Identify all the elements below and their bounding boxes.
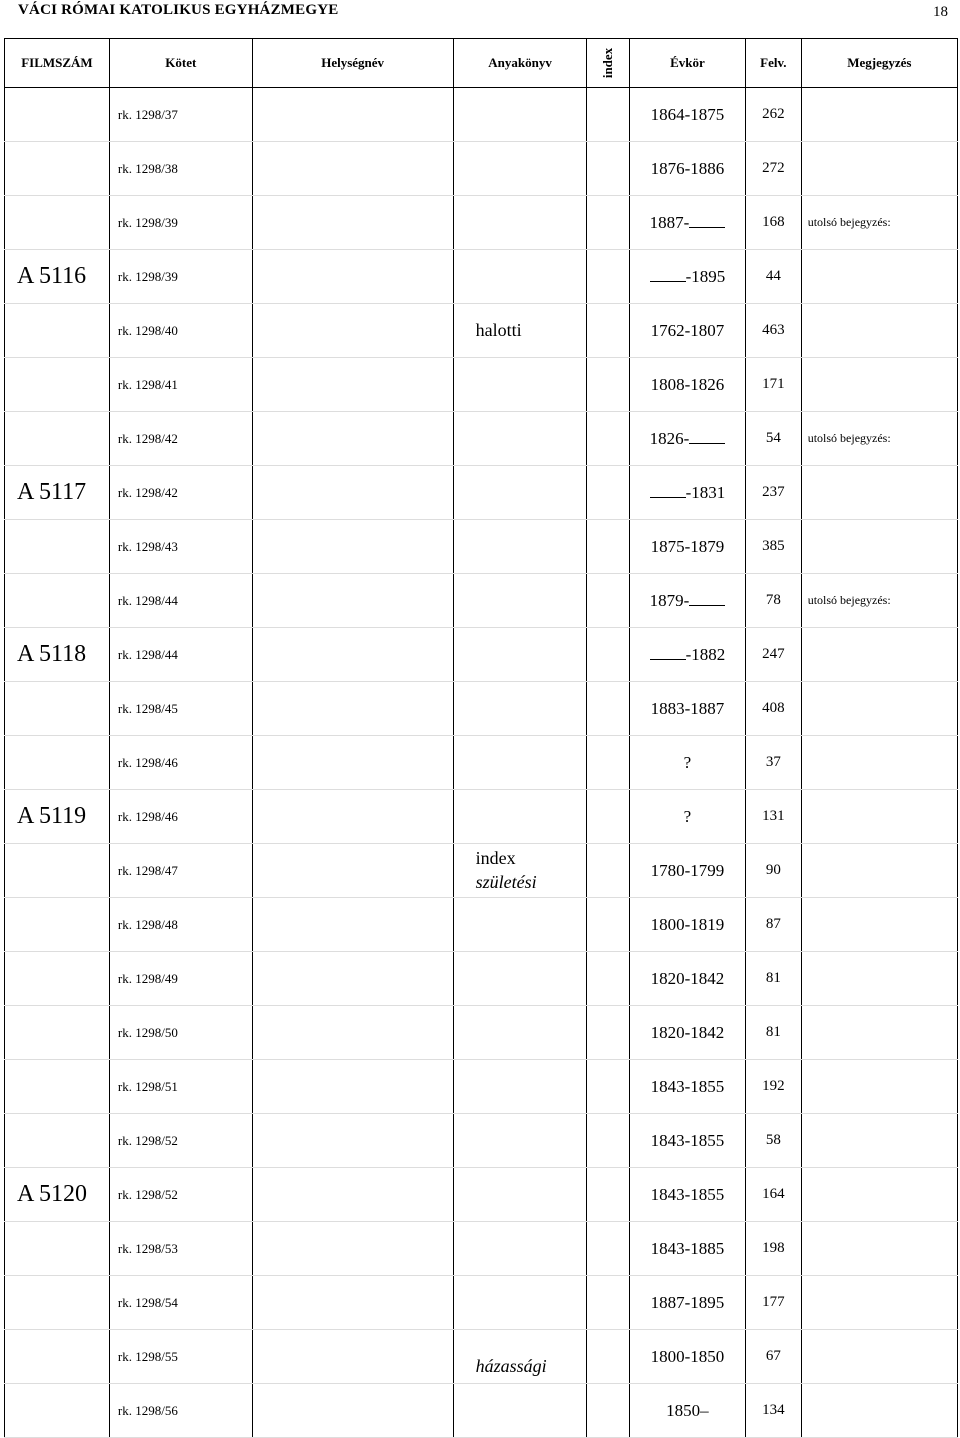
- page-number: 18: [933, 4, 948, 20]
- year-range-cell: [629, 1384, 745, 1438]
- note-cell: [801, 520, 957, 574]
- year-range-cell: [629, 142, 745, 196]
- frames-cell: 131: [745, 790, 801, 844]
- col-helysegnev: Helységnév: [252, 39, 453, 88]
- year-range-cell: [629, 1222, 745, 1276]
- year-range-cell: [629, 1276, 745, 1330]
- volume-cell: rk. 1298/55: [109, 1330, 252, 1384]
- volume-cell: rk. 1298/39: [109, 250, 252, 304]
- index-cell: [587, 736, 629, 790]
- place-cell: [252, 1222, 453, 1276]
- film-number-cell: [5, 736, 110, 790]
- volume-cell: rk. 1298/39: [109, 196, 252, 250]
- table-row: [5, 466, 958, 520]
- year-range-cell: [629, 358, 745, 412]
- col-filmszam: FILMSZÁM: [5, 39, 110, 88]
- film-number-cell: [5, 1222, 110, 1276]
- register-subtype-label: házassági: [475, 1356, 547, 1376]
- table-row: [5, 844, 958, 898]
- year-range-text: ?: [683, 752, 692, 772]
- register-type-cell: [453, 736, 587, 790]
- table-body: [5, 88, 958, 1438]
- note-cell: [801, 628, 957, 682]
- place-cell: [252, 844, 453, 898]
- table-row: [5, 1276, 958, 1330]
- register-type-cell: [453, 250, 587, 304]
- film-number-cell: [5, 142, 110, 196]
- table-row: [5, 574, 958, 628]
- volume-cell: rk. 1298/38: [109, 142, 252, 196]
- year-range-text: 1843-1855: [650, 1076, 725, 1096]
- place-cell: [252, 1060, 453, 1114]
- volume-cell: rk. 1298/44: [109, 628, 252, 682]
- volume-cell: rk. 1298/53: [109, 1222, 252, 1276]
- frames-cell: 408: [745, 682, 801, 736]
- index-cell: [587, 628, 629, 682]
- table-row: [5, 628, 958, 682]
- place-cell: [252, 88, 453, 142]
- frames-cell: 463: [745, 304, 801, 358]
- volume-cell: rk. 1298/48: [109, 898, 252, 952]
- register-subtype-label: születési: [475, 871, 537, 892]
- volume-cell: rk. 1298/51: [109, 1060, 252, 1114]
- film-number-cell: [5, 1276, 110, 1330]
- place-cell: [252, 1006, 453, 1060]
- register-type-cell: [453, 1060, 587, 1114]
- table-row: [5, 1168, 958, 1222]
- film-register-table: [4, 38, 958, 1438]
- table-row: [5, 1330, 958, 1384]
- index-cell: [587, 952, 629, 1006]
- register-type-label: index: [475, 848, 516, 869]
- year-range-cell: [629, 898, 745, 952]
- register-type-cell: [453, 574, 587, 628]
- index-cell: [587, 88, 629, 142]
- film-number-cell: [5, 1006, 110, 1060]
- year-range-text: ?: [683, 806, 692, 826]
- register-type-cell: [453, 142, 587, 196]
- register-type-cell: [453, 1330, 587, 1384]
- place-cell: [252, 520, 453, 574]
- place-cell: [252, 196, 453, 250]
- film-number-cell: [5, 412, 110, 466]
- note-cell: [801, 736, 957, 790]
- year-range-text: 1864-1875: [650, 104, 725, 124]
- volume-cell: rk. 1298/46: [109, 790, 252, 844]
- volume-cell: rk. 1298/40: [109, 304, 252, 358]
- note-cell: [801, 682, 957, 736]
- frames-cell: 237: [745, 466, 801, 520]
- index-cell: [587, 790, 629, 844]
- year-range-text: 1820-1842: [650, 968, 725, 988]
- year-range-text: 1808-1826: [650, 374, 725, 394]
- index-cell: [587, 466, 629, 520]
- year-range-text: 1800-1850: [650, 1346, 725, 1366]
- table-row: [5, 304, 958, 358]
- frames-cell: 90: [745, 844, 801, 898]
- volume-cell: rk. 1298/37: [109, 88, 252, 142]
- film-number-cell: [5, 1330, 110, 1384]
- place-cell: [252, 898, 453, 952]
- year-range-text: 1887-1895: [650, 1292, 725, 1312]
- index-cell: [587, 574, 629, 628]
- index-cell: [587, 520, 629, 574]
- film-number-cell: [5, 952, 110, 1006]
- volume-cell: rk. 1298/47: [109, 844, 252, 898]
- note-cell: [801, 358, 957, 412]
- frames-cell: 385: [745, 520, 801, 574]
- register-type-cell: [453, 412, 587, 466]
- place-cell: [252, 1114, 453, 1168]
- film-number-cell: A 5118: [5, 628, 110, 682]
- year-range-text: -1882: [685, 644, 726, 664]
- film-number-cell: [5, 358, 110, 412]
- frames-cell: 78: [745, 574, 801, 628]
- place-cell: [252, 682, 453, 736]
- year-range-text: 1762-1807: [650, 320, 725, 340]
- frames-cell: 87: [745, 898, 801, 952]
- volume-cell: rk. 1298/41: [109, 358, 252, 412]
- volume-cell: rk. 1298/46: [109, 736, 252, 790]
- year-range-cell: [629, 1330, 745, 1384]
- note-cell: [801, 1384, 957, 1438]
- film-number-cell: A 5117: [5, 466, 110, 520]
- index-cell: [587, 1330, 629, 1384]
- frames-cell: 171: [745, 358, 801, 412]
- note-cell: [801, 250, 957, 304]
- frames-cell: 54: [745, 412, 801, 466]
- film-number-cell: A 5120: [5, 1168, 110, 1222]
- year-range-cell: [629, 628, 745, 682]
- frames-cell: 134: [745, 1384, 801, 1438]
- year-range-cell: [629, 844, 745, 898]
- register-type-cell: [453, 682, 587, 736]
- frames-cell: 164: [745, 1168, 801, 1222]
- film-number-cell: [5, 574, 110, 628]
- index-cell: [587, 196, 629, 250]
- film-number-cell: [5, 1384, 110, 1438]
- note-cell: [801, 142, 957, 196]
- year-range-text: 1820-1842: [650, 1022, 725, 1042]
- year-range-text: -1895: [685, 266, 726, 286]
- index-cell: [587, 142, 629, 196]
- col-index: [587, 39, 629, 88]
- note-cell: utolsó bejegyzés:: [801, 196, 957, 250]
- index-cell: [587, 844, 629, 898]
- frames-cell: 81: [745, 952, 801, 1006]
- volume-cell: rk. 1298/50: [109, 1006, 252, 1060]
- frames-cell: 192: [745, 1060, 801, 1114]
- place-cell: [252, 952, 453, 1006]
- film-number-cell: [5, 304, 110, 358]
- index-cell: [587, 1222, 629, 1276]
- place-cell: [252, 1330, 453, 1384]
- blank-underline: [689, 226, 725, 228]
- register-type-cell: [453, 88, 587, 142]
- register-type-cell: [453, 1384, 587, 1438]
- place-cell: [252, 466, 453, 520]
- table-header-row: [5, 39, 958, 88]
- register-type-cell: [453, 196, 587, 250]
- volume-cell: rk. 1298/44: [109, 574, 252, 628]
- table-row: [5, 682, 958, 736]
- year-range-text: -1831: [685, 482, 726, 502]
- year-range-cell: [629, 304, 745, 358]
- year-range-cell: [629, 88, 745, 142]
- blank-underline: [689, 604, 725, 606]
- year-range-cell: [629, 520, 745, 574]
- volume-cell: rk. 1298/42: [109, 466, 252, 520]
- frames-cell: 168: [745, 196, 801, 250]
- year-range-cell: [629, 1114, 745, 1168]
- year-range-text: 1843-1855: [650, 1184, 725, 1204]
- film-number-cell: [5, 88, 110, 142]
- register-type-cell: [453, 1276, 587, 1330]
- frames-cell: 81: [745, 1006, 801, 1060]
- film-number-cell: [5, 844, 110, 898]
- frames-cell: 247: [745, 628, 801, 682]
- index-cell: [587, 1276, 629, 1330]
- place-cell: [252, 358, 453, 412]
- note-cell: [801, 1114, 957, 1168]
- place-cell: [252, 574, 453, 628]
- year-range-cell: [629, 250, 745, 304]
- volume-cell: rk. 1298/52: [109, 1114, 252, 1168]
- year-range-cell: [629, 1006, 745, 1060]
- year-range-text: 1826-: [649, 428, 690, 448]
- film-number-cell: A 5116: [5, 250, 110, 304]
- blank-underline: [650, 658, 686, 660]
- place-cell: [252, 304, 453, 358]
- note-cell: [801, 898, 957, 952]
- place-cell: [252, 142, 453, 196]
- document-title: VÁCI RÓMAI KATOLIKUS EGYHÁZMEGYE: [18, 2, 339, 18]
- blank-underline: [650, 280, 686, 282]
- index-cell: [587, 682, 629, 736]
- film-number-cell: [5, 898, 110, 952]
- index-cell: [587, 1006, 629, 1060]
- note-cell: [801, 844, 957, 898]
- table-row: [5, 898, 958, 952]
- register-type-cell: [453, 358, 587, 412]
- year-range-text: 1875-1879: [650, 536, 725, 556]
- year-range-text: 1843-1855: [650, 1130, 725, 1150]
- index-cell: [587, 1384, 629, 1438]
- index-cell: [587, 304, 629, 358]
- note-cell: [801, 88, 957, 142]
- table-row: [5, 1060, 958, 1114]
- note-cell: [801, 1006, 957, 1060]
- place-cell: [252, 628, 453, 682]
- table-row: [5, 1384, 958, 1438]
- volume-cell: rk. 1298/49: [109, 952, 252, 1006]
- table-row: [5, 736, 958, 790]
- register-type-cell: [453, 952, 587, 1006]
- col-kotet: Kötet: [109, 39, 252, 88]
- note-cell: utolsó bejegyzés:: [801, 574, 957, 628]
- index-cell: [587, 412, 629, 466]
- volume-cell: rk. 1298/56: [109, 1384, 252, 1438]
- frames-cell: 177: [745, 1276, 801, 1330]
- register-type-cell: [453, 466, 587, 520]
- year-range-cell: [629, 412, 745, 466]
- frames-cell: 262: [745, 88, 801, 142]
- year-range-text: 1879-: [649, 590, 690, 610]
- place-cell: [252, 1276, 453, 1330]
- col-megjegyzes: Megjegyzés: [801, 39, 957, 88]
- film-number-cell: [5, 196, 110, 250]
- note-cell: [801, 1222, 957, 1276]
- note-cell: utolsó bejegyzés:: [801, 412, 957, 466]
- frames-cell: 272: [745, 142, 801, 196]
- frames-cell: 198: [745, 1222, 801, 1276]
- register-type-cell: [453, 1222, 587, 1276]
- table-row: [5, 790, 958, 844]
- year-range-cell: [629, 952, 745, 1006]
- film-number-cell: [5, 682, 110, 736]
- table-row: [5, 1222, 958, 1276]
- register-type-cell: [453, 1168, 587, 1222]
- table-row: [5, 358, 958, 412]
- table-row: [5, 952, 958, 1006]
- year-range-cell: [629, 1168, 745, 1222]
- note-cell: [801, 304, 957, 358]
- place-cell: [252, 250, 453, 304]
- volume-cell: rk. 1298/43: [109, 520, 252, 574]
- note-cell: [801, 1168, 957, 1222]
- volume-cell: rk. 1298/54: [109, 1276, 252, 1330]
- col-evkor: Évkör: [629, 39, 745, 88]
- place-cell: [252, 736, 453, 790]
- year-range-cell: [629, 196, 745, 250]
- place-cell: [252, 412, 453, 466]
- table-row: [5, 1006, 958, 1060]
- year-range-cell: [629, 1060, 745, 1114]
- index-cell: [587, 898, 629, 952]
- register-type-cell: [453, 898, 587, 952]
- index-cell: [587, 250, 629, 304]
- index-cell: [587, 1114, 629, 1168]
- place-cell: [252, 1384, 453, 1438]
- year-range-text: 1883-1887: [650, 698, 725, 718]
- year-range-cell: [629, 736, 745, 790]
- register-type-cell: [453, 1114, 587, 1168]
- year-range-text: 1800-1819: [650, 914, 725, 934]
- frames-cell: 67: [745, 1330, 801, 1384]
- year-range-text: 1843-1885: [650, 1238, 725, 1258]
- note-cell: [801, 1060, 957, 1114]
- blank-underline: [650, 496, 686, 498]
- volume-cell: rk. 1298/52: [109, 1168, 252, 1222]
- register-type-cell: [453, 1006, 587, 1060]
- film-number-cell: [5, 1114, 110, 1168]
- place-cell: [252, 1168, 453, 1222]
- volume-cell: rk. 1298/45: [109, 682, 252, 736]
- year-range-cell: [629, 790, 745, 844]
- note-cell: [801, 952, 957, 1006]
- register-type-cell: [453, 520, 587, 574]
- col-felv: Felv.: [745, 39, 801, 88]
- table-row: [5, 1114, 958, 1168]
- note-cell: [801, 1330, 957, 1384]
- col-index-label: index: [600, 47, 616, 79]
- table-row: [5, 142, 958, 196]
- note-cell: [801, 790, 957, 844]
- index-cell: [587, 358, 629, 412]
- year-range-cell: [629, 466, 745, 520]
- col-anyakonyv: Anyakönyv: [453, 39, 587, 88]
- frames-cell: 58: [745, 1114, 801, 1168]
- note-cell: [801, 1276, 957, 1330]
- year-range-cell: [629, 574, 745, 628]
- table-row: [5, 88, 958, 142]
- index-cell: [587, 1060, 629, 1114]
- year-range-text: 1780-1799: [650, 860, 725, 880]
- register-type-cell: [453, 790, 587, 844]
- place-cell: [252, 790, 453, 844]
- table-row: [5, 250, 958, 304]
- volume-cell: rk. 1298/42: [109, 412, 252, 466]
- register-type-cell: halotti: [453, 304, 587, 358]
- year-range-text: 1887-: [649, 212, 690, 232]
- film-number-cell: A 5119: [5, 790, 110, 844]
- register-type-cell: [453, 628, 587, 682]
- table-row: [5, 520, 958, 574]
- frames-cell: 44: [745, 250, 801, 304]
- table-row: [5, 196, 958, 250]
- index-cell: [587, 1168, 629, 1222]
- blank-underline: [689, 442, 725, 444]
- year-range-text: 1850–: [666, 1400, 709, 1420]
- film-number-cell: [5, 520, 110, 574]
- year-range-text: 1876-1886: [650, 158, 725, 178]
- note-cell: [801, 466, 957, 520]
- frames-cell: 37: [745, 736, 801, 790]
- register-type-cell: [453, 844, 587, 898]
- table-row: [5, 412, 958, 466]
- year-range-cell: [629, 682, 745, 736]
- film-number-cell: [5, 1060, 110, 1114]
